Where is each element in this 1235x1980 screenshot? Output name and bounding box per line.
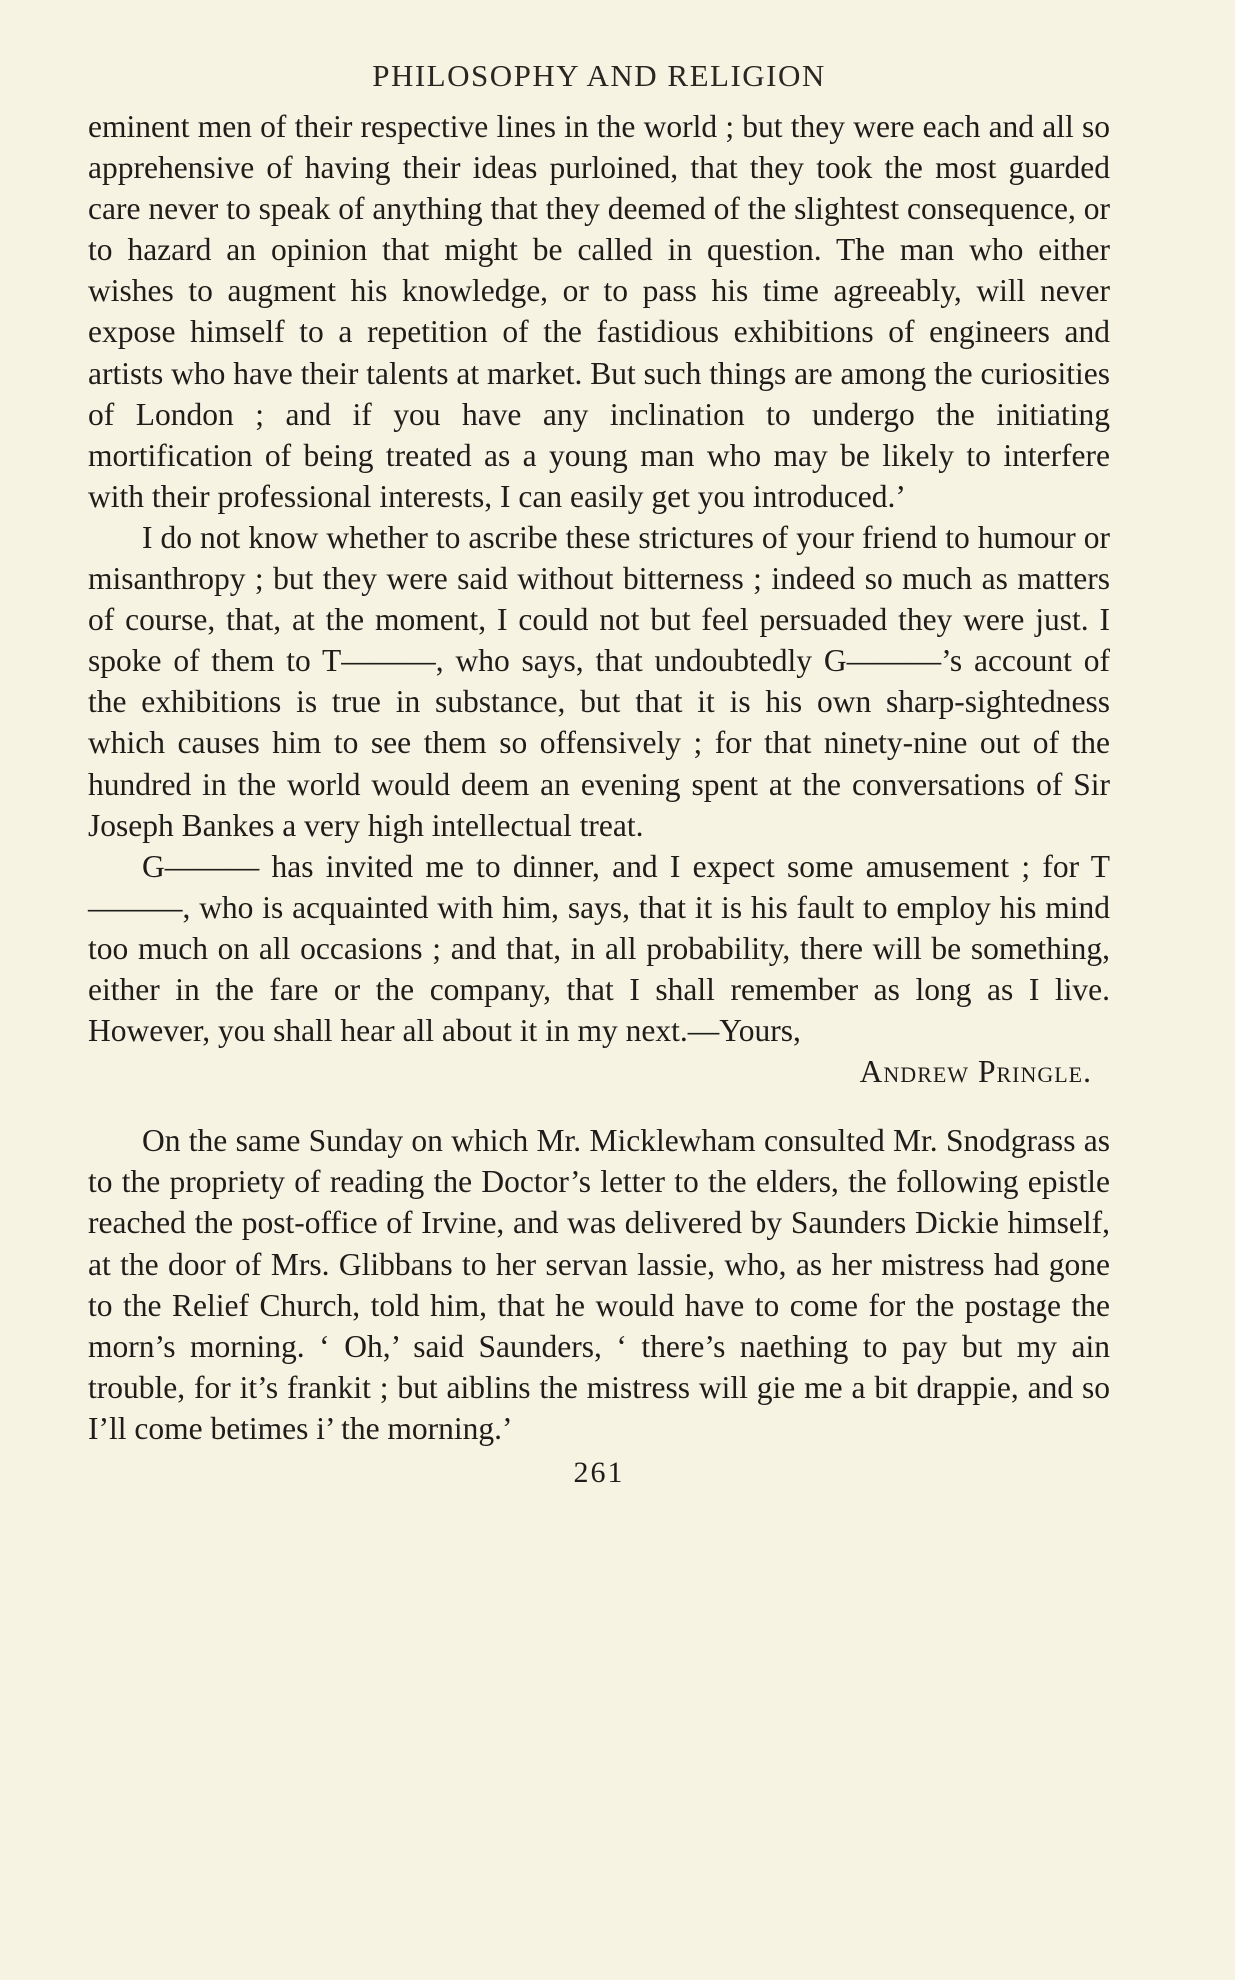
- paragraph-strictures: I do not know whether to ascribe these strictures of your friend to humour or misanthropy ; but they were said without bitterness ; indeed so much as matters of course, that, at the moment, I could not but feel persuaded they were just. I spoke of them to T———, who says, that undoubtedly G———’s account of the exhibitions is true in substance, but that it is his own sharp-sightedness which causes him to see them so offensively ; for that ninety-nine out of the hundred in the world would deem an evening spent at the conversations of Sir Joseph Bankes a very high intellectual treat.: [88, 519, 1110, 843]
- paragraph-narrative: On the same Sunday on which Mr. Micklewham consulted Mr. Snodgrass as to the propriety of reading the Doctor’s letter to the elders, the following epistle reached the post-office of Irvine, and was delivered by Saunders Dickie himself, at the door of Mrs. Glibbans to her servan lassie, who, as her mistress had gone to the Relief Church, told him, that he would have to come for the postage the morn’s morning. ‘ Oh,’ said Saunders, ‘ there’s naething to pay but my ain trouble, for it’s frankit ; but aiblins the mistress will gie me a bit drappie, and so I’ll come betimes i’ the morning.’: [88, 1123, 1110, 1446]
- paragraph-dinner-invitation: G——— has invited me to dinner, and I expect some amusement ; for T———, who is acquainted with him, says, that it is his fault to employ his mind too much on all occasions ; and that, in all probability, there will be something, either in the fare or the company, that I shall remember as long as I live. However, you shall hear all about it in my next.—Yours,: [88, 848, 1110, 1049]
- paragraph-continued: eminent men of their respective lines in the world ; but they were each and all so apprehensive of having their ideas purloined, that they took the most guarded care never to speak of anything that they deemed of the slightest consequence, or to hazard an opinion that might be called in question. The man who either wishes to augment his knowledge, or to pass his time agreeably, will never expose himself to a repetition of the fastidious exhibitions of engineers and artists who have their talents at market. But such things are among the curiosities of London ; and if you have any inclination to undergo the initiating mortification of being treated as a young man who may be likely to interfere with their professional interests, I can easily get you introduced.’: [88, 109, 1110, 514]
- letter-signature: Andrew Pringle.: [859, 1054, 1092, 1090]
- running-head: PHILOSOPHY AND RELIGION: [372, 58, 826, 93]
- book-page: [88, 50, 1110, 1495]
- section-break: [88, 1092, 1110, 1120]
- page-number: 261: [573, 1456, 625, 1489]
